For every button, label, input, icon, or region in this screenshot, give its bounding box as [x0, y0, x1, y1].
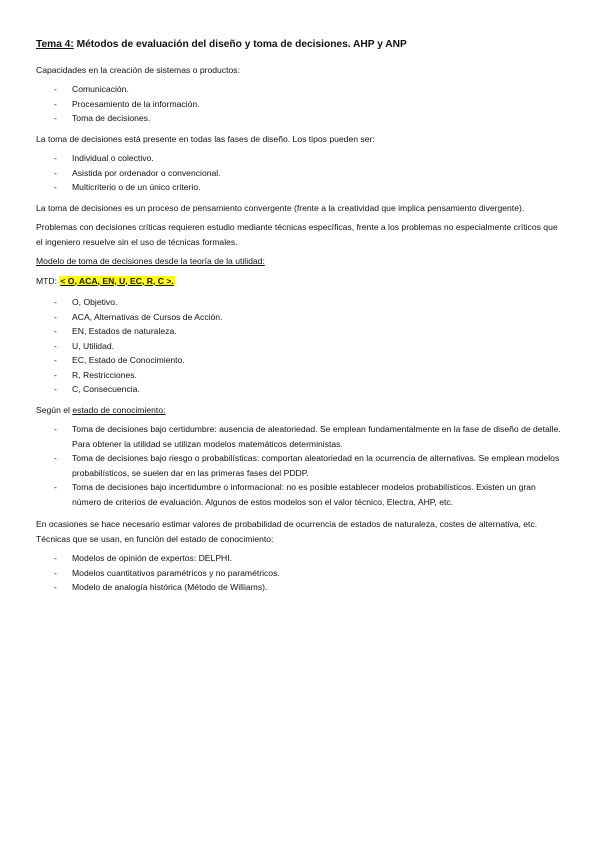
heading-knowledge-state: Según el estado de conocimiento: [36, 404, 166, 415]
list-item: - Toma de decisiones. [54, 113, 151, 123]
list-item: - Asistida por ordenador o convencional. [54, 167, 221, 178]
list-item: - Toma de decisiones bajo certidumbre: ausencia de aleatoriedad. Se emplean fundamentalmente en la fase de diseño de detalle. Para obtener la utilidad se utilizan modelos matemáticos deterministas. [54, 424, 561, 449]
decision-types-list [36, 151, 566, 195]
mtd-line [36, 274, 566, 289]
techniques-list [36, 551, 566, 595]
topic-number: Tema 4: [36, 39, 74, 50]
list-item: - Modelo de analogía histórica (Método de Williams). [54, 582, 268, 592]
mtd-components-list [36, 295, 566, 397]
mtd-label: MTD: [36, 275, 60, 286]
list-item: - Procesamiento de la información. [54, 98, 200, 109]
list-item: - Toma de decisiones bajo riesgo o probabilísticas: comportan aleatoriedad en la ocurrencia de alternativas. Se emplean modelos probabilísticos, se suelen dar en las primeras fases del PDDP. [54, 453, 560, 478]
list-item: - Individual o colectivo. [54, 153, 154, 163]
list-item: - U, Utilidad. [54, 340, 115, 351]
paragraph-convergent: La toma de decisiones es un proceso de pensamiento convergente (frente a la creatividad que implica pensamiento divergente). [36, 202, 525, 213]
list-item: - R, Restricciones. [54, 369, 137, 380]
list-item: - Toma de decisiones bajo incertidumbre o informacional: no es posible establecer modelos probabilísticos. Existen un gran número de criterios de evaluación. Algunos de estos modelos son el valor técnico, Electra, AHP, etc. [54, 482, 536, 507]
capacities-list [36, 82, 566, 126]
paragraph-decision-types: La toma de decisiones está presente en todas las fases de diseño. Los tipos pueden ser: [36, 133, 375, 144]
paragraph-estimation: En ocasiones se hace necesario estimar valores de probabilidad de ocurrencia de estados de naturaleza, costes de alternativa, etc. Técnicas que se usan, en función del estado de conocimiento: [36, 519, 538, 544]
paragraph-capacities: Capacidades en la creación de sistemas o productos: [36, 64, 240, 75]
list-item: - Modelos cuantitativos paramétricos y no paramétricos. [54, 567, 280, 578]
document-page [36, 38, 566, 601]
mtd-formula-highlight: < O, ACA, EN, U, EC, R, C >. [60, 275, 174, 286]
list-item: - EN, Estados de naturaleza. [54, 326, 177, 336]
list-item: - ACA, Alternativas de Cursos de Acción. [54, 311, 223, 322]
list-item: - EC, Estado de Conocimiento. [54, 355, 185, 365]
knowledge-state-underlined: estado de conocimiento: [72, 404, 166, 415]
list-item: - Multicriterio o de un único criterio. [54, 182, 201, 192]
knowledge-state-list [36, 422, 566, 509]
list-item: - Modelos de opinión de expertos: DELPHI. [54, 553, 233, 563]
paragraph-critical-problems: Problemas con decisiones críticas requieren estudio mediante técnicas específicas, frente a los problemas no especialmente críticos que el ingeniero resuelve sin el uso de técnicas formales. [36, 222, 558, 247]
topic-title: Métodos de evaluación del diseño y toma de decisiones. AHP y ANP [73, 39, 407, 50]
list-item: - C, Consecuencia. [54, 384, 140, 394]
list-item: - Comunicación. [54, 84, 129, 94]
document-title [36, 38, 566, 53]
heading-utility-model: Modelo de toma de decisiones desde la teoría de la utilidad: [36, 256, 265, 266]
list-item: - O, Objetivo. [54, 297, 118, 307]
